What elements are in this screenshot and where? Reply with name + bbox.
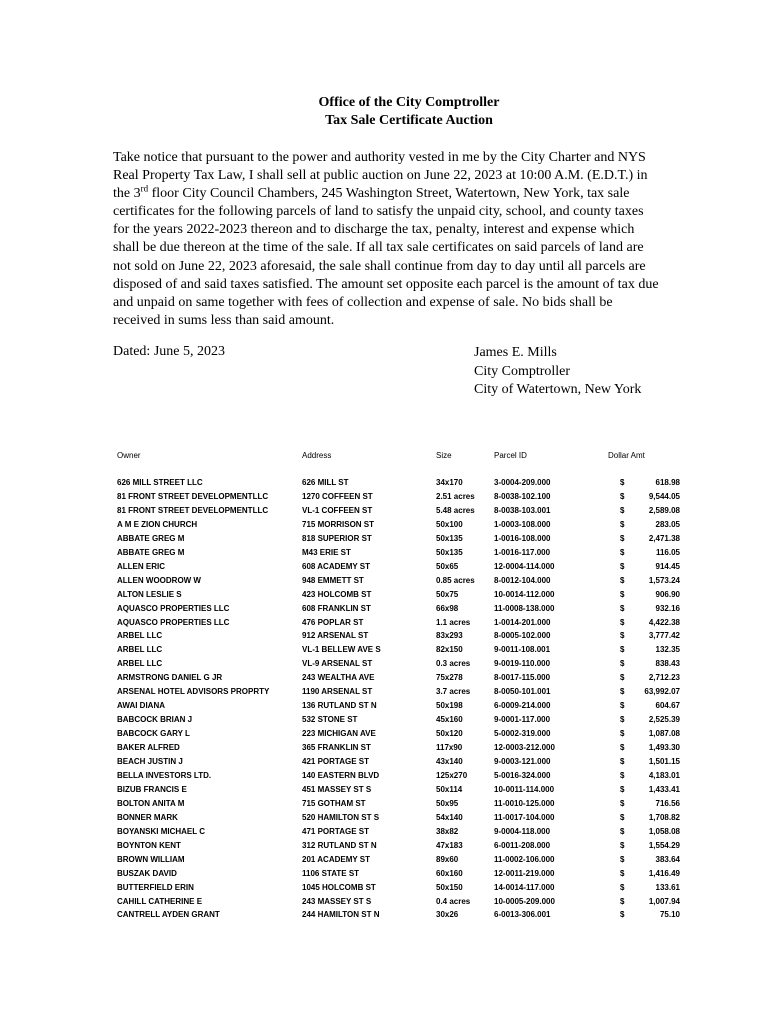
- amount-cell: 63,992.07: [644, 687, 680, 697]
- dollar-sign: $: [620, 854, 625, 864]
- amount-cell: 1,087.08: [648, 729, 680, 739]
- parcel-id-cell: 11-0002-106.000: [494, 854, 555, 864]
- table-row: [0, 728, 768, 740]
- owner-cell: CAHILL CATHERINE E: [117, 896, 203, 906]
- dollar-sign: $: [620, 589, 625, 599]
- owner-cell: 81 FRONT STREET DEVELOPMENTLLC: [117, 505, 269, 515]
- owner-cell: AQUASCO PROPERTIES LLC: [117, 617, 230, 627]
- signer-name: James E. Mills: [474, 345, 557, 360]
- address-cell: 201 ACADEMY ST: [302, 854, 371, 864]
- size-cell: 47x183: [436, 840, 463, 850]
- parcel-id-cell: 9-0011-108.001: [494, 645, 551, 655]
- owner-cell: ARSENAL HOTEL ADVISORS PROPRTY: [117, 687, 270, 697]
- table-row: [0, 617, 768, 629]
- dollar-sign: $: [620, 729, 625, 739]
- parcel-id-cell: 8-0012-104.000: [494, 575, 551, 585]
- amount-cell: 1,708.82: [648, 812, 680, 822]
- dollar-sign: $: [620, 659, 625, 669]
- table-row: [0, 477, 768, 489]
- table-row: [0, 756, 768, 768]
- owner-cell: ABBATE GREG M: [117, 547, 185, 557]
- address-cell: VL-9 ARSENAL ST: [302, 659, 373, 669]
- parcel-id-cell: 9-0019-110.000: [494, 659, 551, 669]
- amount-cell: 4,183.01: [648, 770, 680, 780]
- table-row: [0, 491, 768, 503]
- owner-cell: AQUASCO PROPERTIES LLC: [117, 603, 230, 613]
- amount-cell: 1,554.29: [648, 840, 680, 850]
- dollar-sign: $: [620, 519, 625, 529]
- size-cell: 30x26: [436, 910, 459, 920]
- address-cell: 1270 COFFEEN ST: [302, 491, 373, 501]
- notice-line: shall be due thereon at the time of the sale. If all tax sale certificates on said parcels of land are: [113, 240, 644, 256]
- notice-line: for the years 2022-2023 thereon and to discharge the tax, penalty, interest and expense which: [113, 222, 635, 238]
- table-row: [0, 672, 768, 684]
- amount-cell: 132.35: [655, 645, 680, 655]
- size-cell: 50x150: [436, 882, 463, 892]
- parcel-id-cell: 9-0003-121.000: [494, 757, 551, 766]
- size-cell: 50x65: [436, 561, 459, 571]
- dollar-sign: $: [620, 505, 625, 515]
- address-cell: 423 HOLCOMB ST: [302, 589, 372, 599]
- dollar-sign: $: [620, 701, 625, 711]
- parcel-id-cell: 10-0011-114.000: [494, 784, 555, 794]
- table-row: [0, 644, 768, 656]
- table-row: [0, 561, 768, 573]
- signer-org: City of Watertown, New York: [474, 382, 642, 397]
- size-cell: 0.3 acres: [436, 659, 471, 669]
- address-cell: 912 ARSENAL ST: [302, 631, 369, 641]
- parcel-id-cell: 5-0016-324.000: [494, 770, 551, 780]
- parcel-id-cell: 12-0004-114.000: [494, 561, 555, 571]
- dollar-sign: $: [620, 784, 625, 794]
- table-row: [0, 826, 768, 838]
- parcel-id-cell: 9-0004-118.000: [494, 826, 551, 836]
- parcel-id-cell: 8-0050-101.001: [494, 687, 551, 697]
- address-cell: 626 MILL ST: [302, 478, 349, 487]
- column-header-size: Size: [436, 451, 452, 460]
- table-row: [0, 909, 768, 921]
- size-cell: 50x198: [436, 701, 463, 711]
- dollar-sign: $: [620, 743, 625, 753]
- dollar-sign: $: [620, 896, 625, 906]
- owner-cell: BOYANSKI MICHAEL C: [117, 826, 206, 836]
- ordinal-suffix: rd: [140, 183, 149, 194]
- table-row: [0, 798, 768, 810]
- table-row: [0, 519, 768, 531]
- column-header-dollar-amt: Dollar Amt: [608, 451, 645, 460]
- address-cell: 1106 STATE ST: [302, 868, 360, 878]
- table-row: [0, 770, 768, 782]
- size-cell: 43x140: [436, 757, 463, 766]
- table-row: [0, 742, 768, 754]
- notice-line: received in sums less than said amount.: [113, 312, 335, 328]
- dollar-sign: $: [620, 770, 625, 780]
- dollar-sign: $: [620, 757, 625, 766]
- address-cell: 471 PORTAGE ST: [302, 826, 369, 836]
- address-cell: 243 WEALTHA AVE: [302, 673, 375, 683]
- table-row: [0, 896, 768, 908]
- dollar-sign: $: [620, 575, 625, 585]
- size-cell: 50x95: [436, 798, 459, 808]
- amount-cell: 716.56: [655, 798, 680, 808]
- size-cell: 83x293: [436, 631, 463, 641]
- address-cell: 1045 HOLCOMB ST: [302, 882, 376, 892]
- dollar-sign: $: [620, 798, 625, 808]
- table-row: [0, 603, 768, 615]
- size-cell: 2.51 acres: [436, 491, 475, 501]
- size-cell: 50x114: [436, 784, 463, 794]
- owner-cell: BAKER ALFRED: [117, 743, 180, 753]
- owner-cell: BOLTON ANITA M: [117, 798, 185, 808]
- size-cell: 0.85 acres: [436, 575, 475, 585]
- dollar-sign: $: [620, 812, 625, 822]
- parcel-id-cell: 6-0011-208.000: [494, 840, 551, 850]
- table-row: [0, 686, 768, 698]
- dollar-sign: $: [620, 533, 625, 543]
- owner-cell: BUSZAK DAVID: [117, 868, 177, 878]
- address-cell: 818 SUPERIOR ST: [302, 533, 372, 543]
- amount-cell: 604.67: [655, 701, 680, 711]
- size-cell: 89x60: [436, 854, 459, 864]
- owner-cell: BEACH JUSTIN J: [117, 757, 183, 766]
- amount-cell: 1,501.15: [648, 757, 680, 766]
- column-header-address: Address: [302, 451, 332, 460]
- dollar-sign: $: [620, 882, 625, 892]
- size-cell: 75x278: [436, 673, 463, 683]
- table-row: [0, 658, 768, 670]
- owner-cell: ALTON LESLIE S: [117, 589, 182, 599]
- table-row: [0, 547, 768, 559]
- address-cell: 140 EASTERN BLVD: [302, 770, 380, 780]
- office-title: Office of the City Comptroller: [318, 95, 500, 110]
- owner-cell: BOYNTON KENT: [117, 840, 181, 850]
- signature-block: [474, 344, 641, 400]
- amount-cell: 1,573.24: [648, 575, 680, 585]
- owner-cell: BELLA INVESTORS LTD.: [117, 770, 212, 780]
- amount-cell: 283.05: [655, 519, 680, 529]
- dollar-sign: $: [620, 603, 625, 613]
- amount-cell: 2,525.39: [648, 715, 680, 725]
- table-row: [0, 812, 768, 824]
- address-cell: 223 MICHIGAN AVE: [302, 729, 376, 739]
- size-cell: 38x82: [436, 826, 459, 836]
- address-cell: 451 MASSEY ST S: [302, 784, 372, 794]
- owner-cell: 626 MILL STREET LLC: [117, 478, 203, 487]
- address-cell: 715 GOTHAM ST: [302, 798, 366, 808]
- owner-cell: ARBEL LLC: [117, 659, 163, 669]
- address-cell: 476 POPLAR ST: [302, 617, 364, 627]
- size-cell: 50x100: [436, 519, 463, 529]
- notice-line-post: floor City Council Chambers, 245 Washington Street, Watertown, New York, tax sale: [148, 186, 630, 202]
- notice-line: and unpaid on same together with fees of collection and expense of sale. No bids shall be: [113, 294, 613, 310]
- size-cell: 125x270: [436, 770, 468, 780]
- notice-line: disposed of and said taxes satisfied. The amount set opposite each parcel is the amount of tax due: [113, 276, 659, 292]
- size-cell: 50x120: [436, 729, 463, 739]
- amount-cell: 2,589.08: [648, 505, 680, 515]
- address-cell: 421 PORTAGE ST: [302, 757, 369, 766]
- owner-cell: BROWN WILLIAM: [117, 854, 185, 864]
- size-cell: 60x160: [436, 868, 463, 878]
- amount-cell: 116.05: [655, 547, 680, 557]
- dollar-sign: $: [620, 715, 625, 725]
- address-cell: 243 MASSEY ST S: [302, 896, 372, 906]
- notice-line: [113, 185, 673, 203]
- notice-line: Take notice that pursuant to the power and authority vested in me by the City Charter and NYS: [113, 150, 646, 165]
- amount-cell: 75.10: [659, 910, 680, 920]
- dollar-sign: $: [620, 840, 625, 850]
- owner-cell: AWAI DIANA: [117, 701, 165, 711]
- parcel-id-cell: 3-0004-209.000: [494, 478, 551, 487]
- amount-cell: 906.90: [655, 589, 680, 599]
- table-row: [0, 840, 768, 852]
- parcel-id-cell: 5-0002-319.000: [494, 729, 551, 739]
- dollar-sign: $: [620, 478, 625, 487]
- address-cell: 365 FRANKLIN ST: [302, 743, 371, 753]
- auction-title: Tax Sale Certificate Auction: [325, 113, 493, 128]
- amount-cell: 2,471.38: [648, 533, 680, 543]
- size-cell: 50x75: [436, 589, 459, 599]
- address-cell: VL-1 BELLEW AVE S: [302, 645, 381, 655]
- size-cell: 50x135: [436, 547, 463, 557]
- size-cell: 50x135: [436, 533, 463, 543]
- address-cell: 715 MORRISON ST: [302, 519, 375, 529]
- table-row: [0, 882, 768, 894]
- column-header-owner: Owner: [117, 451, 141, 460]
- address-cell: 532 STONE ST: [302, 715, 358, 725]
- dollar-sign: $: [620, 645, 625, 655]
- parcel-id-cell: 11-0010-125.000: [494, 798, 555, 808]
- amount-cell: 1,493.30: [648, 743, 680, 753]
- size-cell: 3.7 acres: [436, 687, 471, 697]
- dollar-sign: $: [620, 631, 625, 641]
- table-row: [0, 505, 768, 517]
- address-cell: 1190 ARSENAL ST: [302, 687, 373, 697]
- address-cell: 520 HAMILTON ST S: [302, 812, 380, 822]
- address-cell: 608 ACADEMY ST: [302, 561, 371, 571]
- address-cell: VL-1 COFFEEN ST: [302, 505, 373, 515]
- size-cell: 82x150: [436, 645, 463, 655]
- parcel-id-cell: 8-0005-102.000: [494, 631, 551, 641]
- parcel-id-cell: 6-0013-306.001: [494, 910, 551, 920]
- dated-line: Dated: June 5, 2023: [113, 344, 225, 359]
- amount-cell: 932.16: [655, 603, 680, 613]
- parcel-id-cell: 1-0014-201.000: [494, 617, 551, 627]
- dollar-sign: $: [620, 826, 625, 836]
- owner-cell: ALLEN WOODROW W: [117, 575, 201, 585]
- parcel-id-cell: 10-0005-209.000: [494, 896, 555, 906]
- parcel-id-cell: 1-0016-117.000: [494, 547, 551, 557]
- signer-title: City Comptroller: [474, 363, 571, 379]
- amount-cell: 1,058.08: [648, 826, 680, 836]
- parcel-id-cell: 9-0001-117.000: [494, 715, 551, 725]
- size-cell: 117x90: [436, 743, 463, 753]
- notice-line-pre: the 3: [113, 186, 141, 202]
- column-header-parcel-id: Parcel ID: [494, 451, 527, 460]
- owner-cell: BABCOCK BRIAN J: [117, 715, 193, 725]
- owner-cell: 81 FRONT STREET DEVELOPMENTLLC: [117, 491, 269, 501]
- amount-cell: 133.61: [655, 882, 680, 892]
- notice-line: certificates for the following parcels of land to satisfy the unpaid city, school, and county taxes: [113, 204, 644, 220]
- amount-cell: 838.43: [655, 659, 680, 669]
- notice-line: Real Property Tax Law, I shall sell at public auction on June 22, 2023 at 10:00 A.M. (E.D.T.) in: [113, 168, 648, 184]
- parcel-id-cell: 11-0017-104.000: [494, 812, 555, 822]
- owner-cell: CANTRELL AYDEN GRANT: [117, 910, 220, 920]
- table-row: [0, 854, 768, 866]
- table-row: [0, 589, 768, 601]
- table-header: [0, 450, 768, 462]
- address-cell: 244 HAMILTON ST N: [302, 910, 380, 920]
- parcel-id-cell: 8-0017-115.000: [494, 673, 551, 683]
- owner-cell: BIZUB FRANCIS E: [117, 784, 187, 794]
- owner-cell: ARMSTRONG DANIEL G JR: [117, 673, 223, 683]
- table-row: [0, 533, 768, 545]
- amount-cell: 618.98: [655, 478, 680, 487]
- parcel-id-cell: 12-0011-219.000: [494, 868, 555, 878]
- owner-cell: ARBEL LLC: [117, 631, 163, 641]
- size-cell: 45x160: [436, 715, 463, 725]
- amount-cell: 1,007.94: [648, 896, 680, 906]
- owner-cell: A M E ZION CHURCH: [117, 519, 198, 529]
- dollar-sign: $: [620, 491, 625, 501]
- dollar-sign: $: [620, 547, 625, 557]
- parcel-id-cell: 10-0014-112.000: [494, 589, 555, 599]
- owner-cell: BONNER MARK: [117, 812, 178, 822]
- dollar-sign: $: [620, 868, 625, 878]
- size-cell: 0.4 acres: [436, 896, 471, 906]
- parcel-id-cell: 1-0016-108.000: [494, 533, 551, 543]
- table-row: [0, 784, 768, 796]
- owner-cell: ALLEN ERIC: [117, 561, 165, 571]
- owner-cell: BABCOCK GARY L: [117, 729, 190, 739]
- parcel-id-cell: 6-0009-214.000: [494, 701, 551, 711]
- notice-line: not sold on June 22, 2023 aforesaid, the sale shall continue from day to day until all parcels are: [113, 258, 646, 274]
- address-cell: M43 ERIE ST: [302, 547, 351, 557]
- dollar-sign: $: [620, 561, 625, 571]
- parcel-id-cell: 8-0038-102.100: [494, 491, 551, 501]
- parcel-id-cell: 8-0038-103.001: [494, 505, 551, 515]
- parcel-id-cell: 1-0003-108.000: [494, 519, 551, 529]
- parcel-id-cell: 11-0008-138.000: [494, 603, 555, 613]
- owner-cell: BUTTERFIELD ERIN: [117, 882, 194, 892]
- address-cell: 948 EMMETT ST: [302, 575, 364, 585]
- size-cell: 1.1 acres: [436, 617, 471, 627]
- amount-cell: 383.64: [655, 854, 680, 864]
- table-row: [0, 868, 768, 880]
- amount-cell: 914.45: [655, 561, 680, 571]
- table-row: [0, 700, 768, 712]
- size-cell: 54x140: [436, 812, 463, 822]
- amount-cell: 4,422.38: [648, 617, 680, 627]
- table-row: [0, 714, 768, 726]
- table-row: [0, 630, 768, 642]
- amount-cell: 2,712.23: [648, 673, 680, 683]
- dollar-sign: $: [620, 617, 625, 627]
- amount-cell: 1,433.41: [648, 784, 680, 794]
- size-cell: 5.48 acres: [436, 505, 475, 515]
- owner-cell: ABBATE GREG M: [117, 533, 185, 543]
- address-cell: 136 RUTLAND ST N: [302, 701, 377, 711]
- size-cell: 34x170: [436, 478, 463, 487]
- parcel-id-cell: 14-0014-117.000: [494, 882, 555, 892]
- dollar-sign: $: [620, 687, 625, 697]
- table-row: [0, 575, 768, 587]
- dollar-sign: $: [620, 910, 625, 920]
- size-cell: 66x98: [436, 603, 459, 613]
- owner-cell: ARBEL LLC: [117, 645, 163, 655]
- dollar-sign: $: [620, 673, 625, 683]
- parcel-id-cell: 12-0003-212.000: [494, 743, 555, 753]
- notice-paragraph: [113, 149, 673, 330]
- amount-cell: 3,777.42: [648, 631, 680, 641]
- address-cell: 608 FRANKLIN ST: [302, 603, 371, 613]
- address-cell: 312 RUTLAND ST N: [302, 840, 377, 850]
- amount-cell: 1,416.49: [648, 868, 680, 878]
- amount-cell: 9,544.05: [648, 491, 680, 501]
